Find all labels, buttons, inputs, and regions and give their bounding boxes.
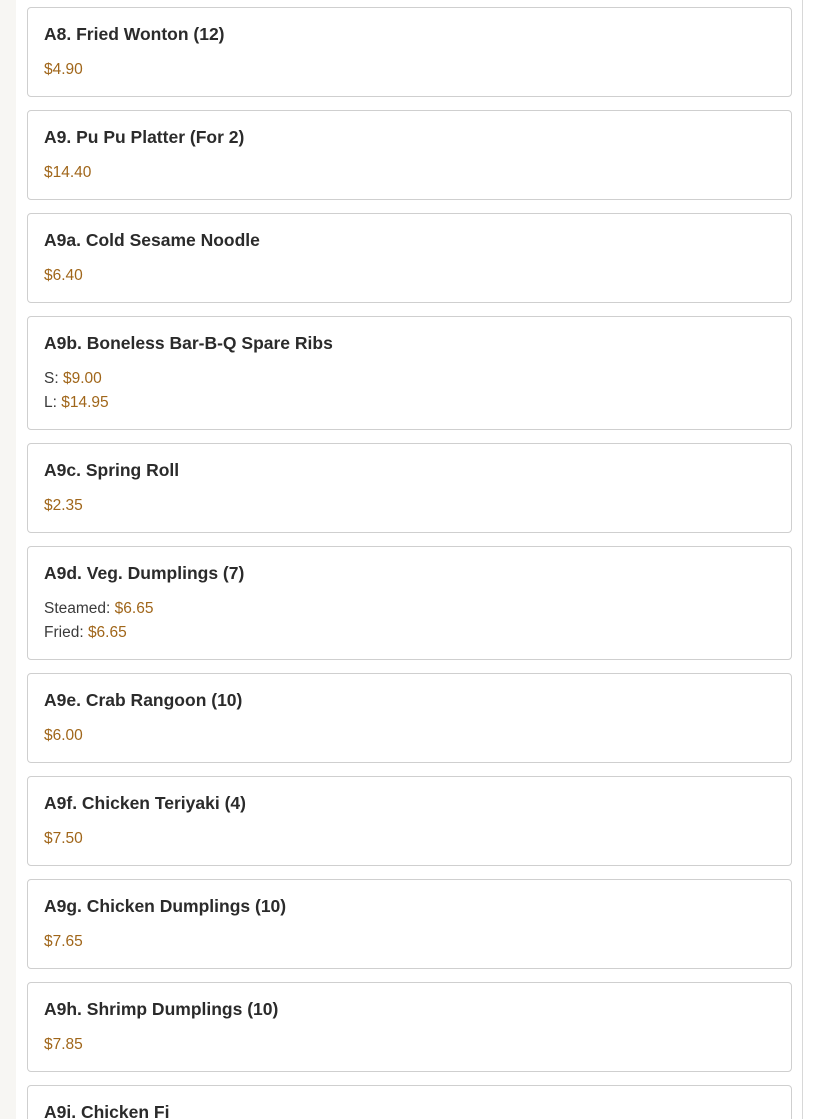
price-row — [44, 621, 775, 645]
menu-item-card[interactable] — [27, 443, 792, 533]
menu-item-name: A9a. Cold Sesame Noodle — [44, 230, 260, 250]
menu-item-name: A8. Fried Wonton (12) — [44, 24, 225, 44]
menu-item-name: A9h. Shrimp Dumplings (10) — [44, 999, 279, 1019]
price-row — [44, 58, 775, 82]
price-row — [44, 264, 775, 288]
menu-item-price: $6.65 — [87, 624, 127, 641]
menu-item-price: $7.50 — [44, 830, 83, 847]
menu-item-name: A9c. Spring Roll — [44, 460, 180, 480]
menu-item-prices — [44, 494, 775, 518]
menu-item-price: $7.85 — [44, 1036, 83, 1053]
menu-item-card[interactable] — [27, 776, 792, 866]
menu-item-name: A9e. Crab Rangoon (10) — [44, 690, 243, 710]
price-row — [44, 1033, 775, 1057]
price-row — [44, 391, 775, 415]
menu-item-card[interactable] — [27, 213, 792, 303]
size-label: L: — [44, 394, 57, 411]
menu-item-card[interactable] — [27, 546, 792, 660]
menu-item-price: $6.65 — [114, 600, 154, 617]
menu-item-list — [27, 0, 792, 1119]
menu-item-card[interactable] — [27, 879, 792, 969]
menu-item-prices — [44, 1033, 775, 1057]
size-label: Steamed: — [44, 600, 111, 617]
price-row — [44, 724, 775, 748]
left-gutter — [0, 0, 16, 1119]
menu-item-name: A9g. Chicken Dumplings (10) — [44, 896, 287, 916]
size-label: Fried: — [44, 624, 84, 641]
menu-item-price: $6.40 — [44, 267, 83, 284]
menu-item-card[interactable] — [27, 982, 792, 1072]
menu-item-card[interactable] — [27, 1085, 792, 1119]
menu-item-price: $4.90 — [44, 61, 83, 78]
menu-item-prices — [44, 597, 775, 645]
menu-item-prices — [44, 930, 775, 954]
price-row — [44, 930, 775, 954]
menu-item-name: A9d. Veg. Dumplings (7) — [44, 563, 245, 583]
menu-item-name: A9b. Boneless Bar-B-Q Spare Ribs — [44, 333, 333, 353]
menu-item-prices — [44, 724, 775, 748]
menu-item-name: A9. Pu Pu Platter (For 2) — [44, 127, 245, 147]
price-row — [44, 161, 775, 185]
menu-item-price: $6.00 — [44, 727, 83, 744]
menu-item-prices — [44, 367, 775, 415]
menu-item-price: $14.95 — [61, 394, 109, 411]
menu-item-prices — [44, 58, 775, 82]
menu-item-card[interactable] — [27, 673, 792, 763]
price-row — [44, 827, 775, 851]
price-row — [44, 367, 775, 391]
price-row — [44, 597, 775, 621]
menu-item-prices — [44, 161, 775, 185]
price-row — [44, 494, 775, 518]
size-label: S: — [44, 370, 59, 387]
menu-item-price: $2.35 — [44, 497, 83, 514]
menu-item-card[interactable] — [27, 7, 792, 97]
menu-item-name: A9i. Chicken Fi — [44, 1102, 170, 1119]
menu-item-card[interactable] — [27, 316, 792, 430]
menu-item-prices — [44, 827, 775, 851]
menu-item-price: $14.40 — [44, 164, 92, 181]
scroll-edge — [802, 0, 803, 1119]
menu-item-price: $7.65 — [44, 933, 83, 950]
menu-item-name: A9f. Chicken Teriyaki (4) — [44, 793, 246, 813]
menu-item-card[interactable] — [27, 110, 792, 200]
menu-item-price: $9.00 — [62, 370, 102, 387]
menu-item-prices — [44, 264, 775, 288]
